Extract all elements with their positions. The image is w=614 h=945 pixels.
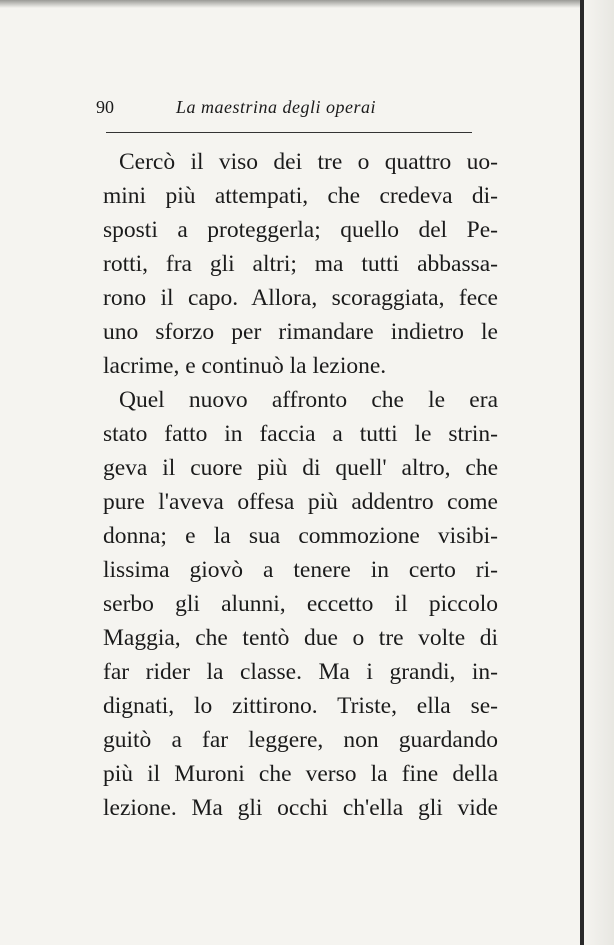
text-line: stato fatto in faccia a tutti le strin- <box>103 421 498 447</box>
body-text <box>103 145 498 825</box>
text-line: mini più attempati, che credeva di- <box>103 183 498 209</box>
text-line: donna; e la sua commozione visibi- <box>103 523 498 549</box>
text-line: guitò a far leggere, non guardando <box>103 727 498 753</box>
text-line: dignati, lo zittirono. Triste, ella se- <box>103 693 498 719</box>
text-line: più il Muroni che verso la fine della <box>103 761 498 787</box>
text-line: pure l'aveva offesa più addentro come <box>103 489 498 515</box>
page-number: 90 <box>96 97 114 117</box>
text-line: Quel nuovo affronto che le era <box>119 387 498 413</box>
text-line: far rider la classe. Ma i grandi, in- <box>103 659 498 685</box>
text-line: serbo gli alunni, eccetto il piccolo <box>103 591 498 617</box>
text-line: uno sforzo per rimandare indietro le <box>103 319 498 345</box>
text-line: Maggia, che tentò due o tre volte di <box>103 625 498 651</box>
page-top-edge <box>0 0 614 8</box>
text-line: lacrime, e continuò la lezione. <box>103 353 387 379</box>
text-line: geva il cuore più di quell' altro, che <box>103 455 498 481</box>
text-line: rotti, fra gli altri; ma tutti abbassa- <box>103 251 498 277</box>
page-binding-edge <box>580 0 584 945</box>
running-title: La maestrina degli operai <box>176 97 376 117</box>
header-rule <box>106 132 472 133</box>
text-line: rono il capo. Allora, scoraggiata, fece <box>103 285 498 311</box>
text-line: Cercò il viso dei tre o quattro uo- <box>119 149 498 175</box>
text-line: lezione. Ma gli occhi ch'ella gli vide <box>103 795 498 821</box>
page-gutter <box>584 0 614 945</box>
text-line: lissima giovò a tenere in certo ri- <box>103 557 498 583</box>
text-line: sposti a proteggerla; quello del Pe- <box>103 217 498 243</box>
